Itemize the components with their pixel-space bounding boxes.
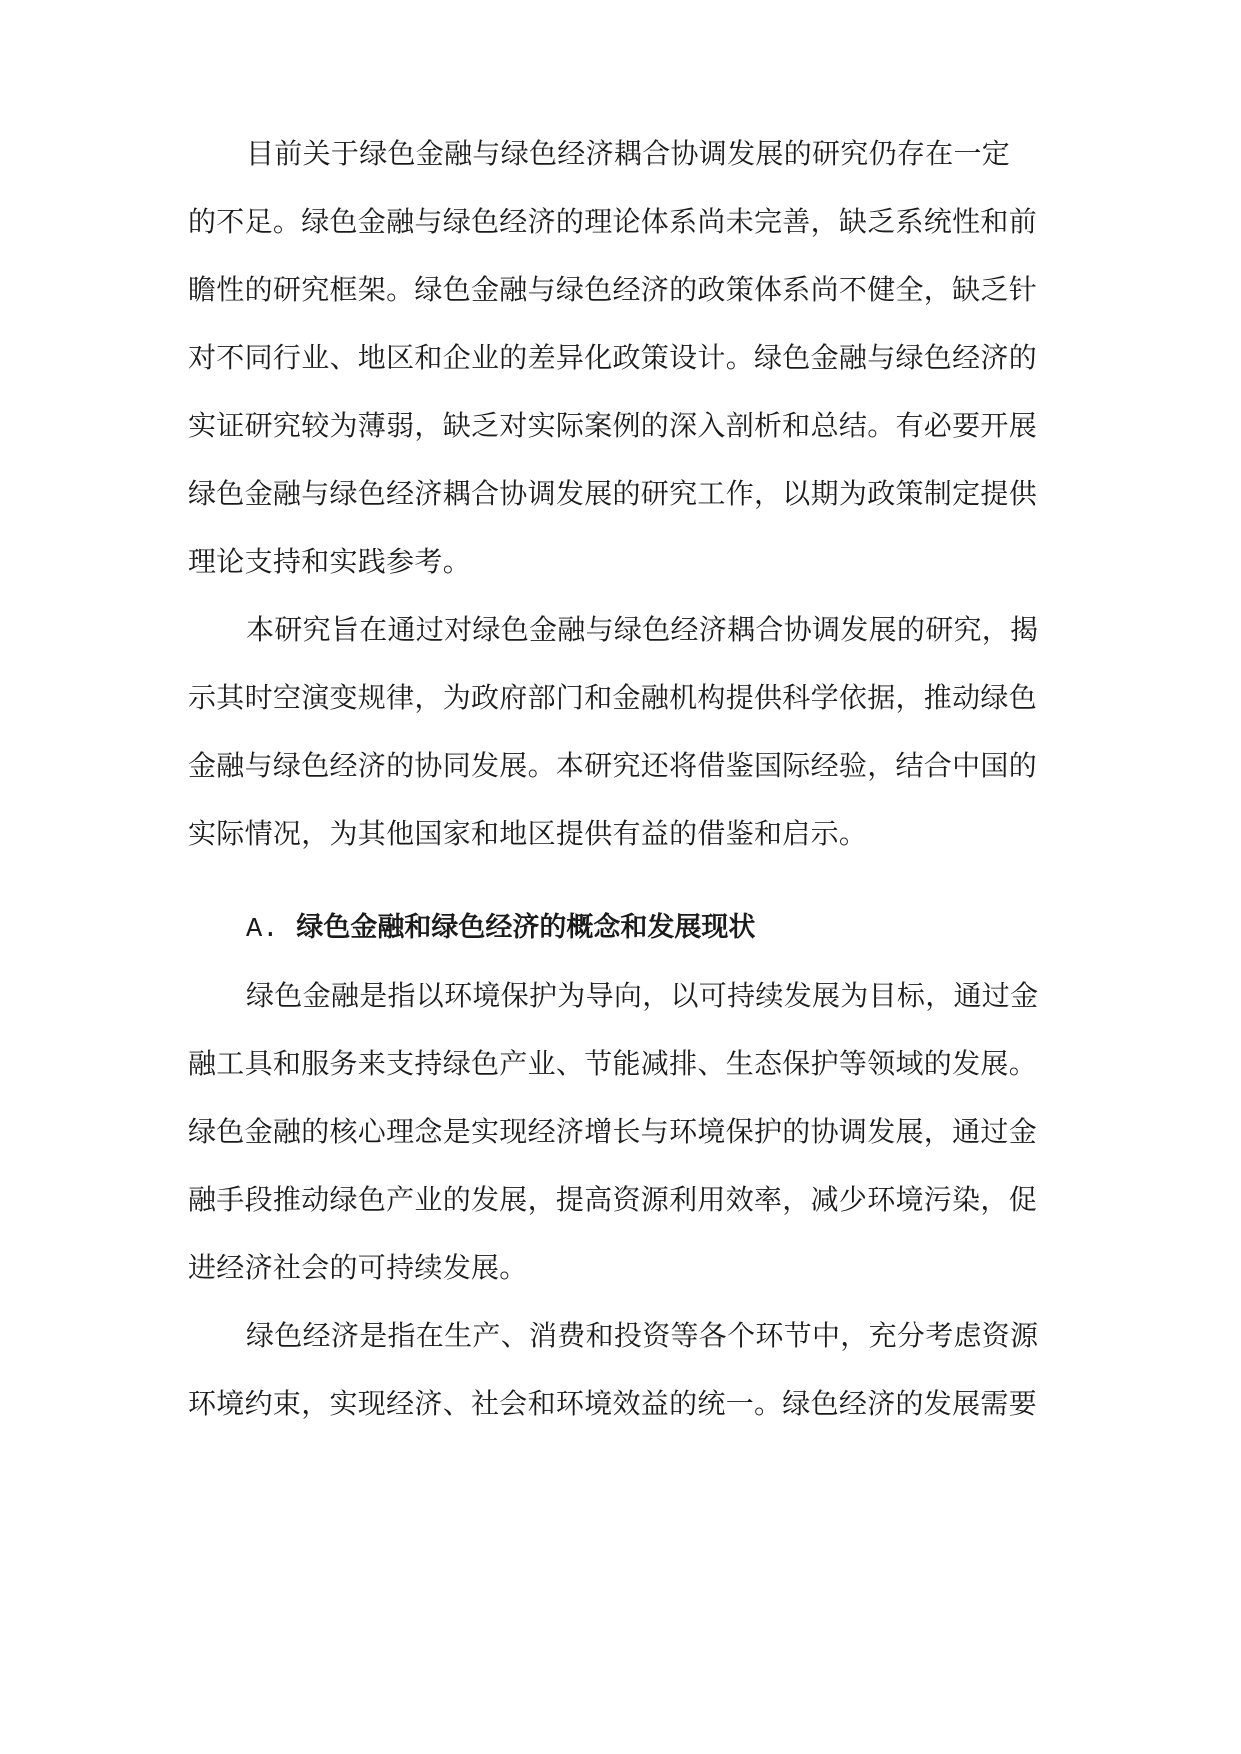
paragraph-2-line-3: 金融与绿色经济的协同发展。本研究还将借鉴国际经验，结合中国的: [188, 749, 1038, 782]
paragraph-1-line-4: 对不同行业、地区和企业的差异化政策设计。绿色金融与绿色经济的: [188, 341, 1038, 374]
paragraph-3-line-5: 进经济社会的可持续发展。: [188, 1251, 528, 1284]
section-number: A.: [246, 915, 279, 945]
paragraph-1-line-1: 目前关于绿色金融与绿色经济耦合协调发展的研究仍存在一定: [246, 137, 1011, 170]
paragraph-3-line-1: 绿色金融是指以环境保护为导向，以可持续发展为目标，通过金: [246, 979, 1039, 1012]
paragraph-1-line-6: 绿色金融与绿色经济耦合协调发展的研究工作，以期为政策制定提供: [188, 477, 1038, 510]
section-heading: [246, 910, 755, 948]
paragraph-3-line-2: 融工具和服务来支持绿色产业、节能减排、生态保护等领域的发展。: [188, 1047, 1038, 1080]
paragraph-2-line-4: 实际情况，为其他国家和地区提供有益的借鉴和启示。: [188, 817, 868, 850]
paragraph-1-line-2: 的不足。绿色金融与绿色经济的理论体系尚未完善，缺乏系统性和前: [188, 205, 1038, 238]
section-title: 绿色金融和绿色经济的概念和发展现状: [296, 912, 756, 943]
paragraph-1-line-5: 实证研究较为薄弱，缺乏对实际案例的深入剖析和总结。有必要开展: [188, 409, 1038, 442]
paragraph-3-line-4: 融手段推动绿色产业的发展，提高资源利用效率，减少环境污染，促: [188, 1183, 1038, 1216]
paragraph-1-line-7: 理论支持和实践参考。: [188, 545, 472, 578]
paragraph-3-line-3: 绿色金融的核心理念是实现经济增长与环境保护的协调发展，通过金: [188, 1115, 1038, 1148]
paragraph-4-line-2: 环境约束，实现经济、社会和环境效益的统一。绿色经济的发展需要: [188, 1387, 1038, 1420]
paragraph-2-line-2: 示其时空演变规律，为政府部门和金融机构提供科学依据，推动绿色: [188, 681, 1038, 714]
paragraph-4-line-1: 绿色经济是指在生产、消费和投资等各个环节中，充分考虑资源: [246, 1319, 1039, 1352]
paragraph-2-line-1: 本研究旨在通过对绿色金融与绿色经济耦合协调发展的研究，揭: [246, 613, 1039, 646]
paragraph-1-line-3: 瞻性的研究框架。绿色金融与绿色经济的政策体系尚不健全，缺乏针: [188, 273, 1038, 306]
